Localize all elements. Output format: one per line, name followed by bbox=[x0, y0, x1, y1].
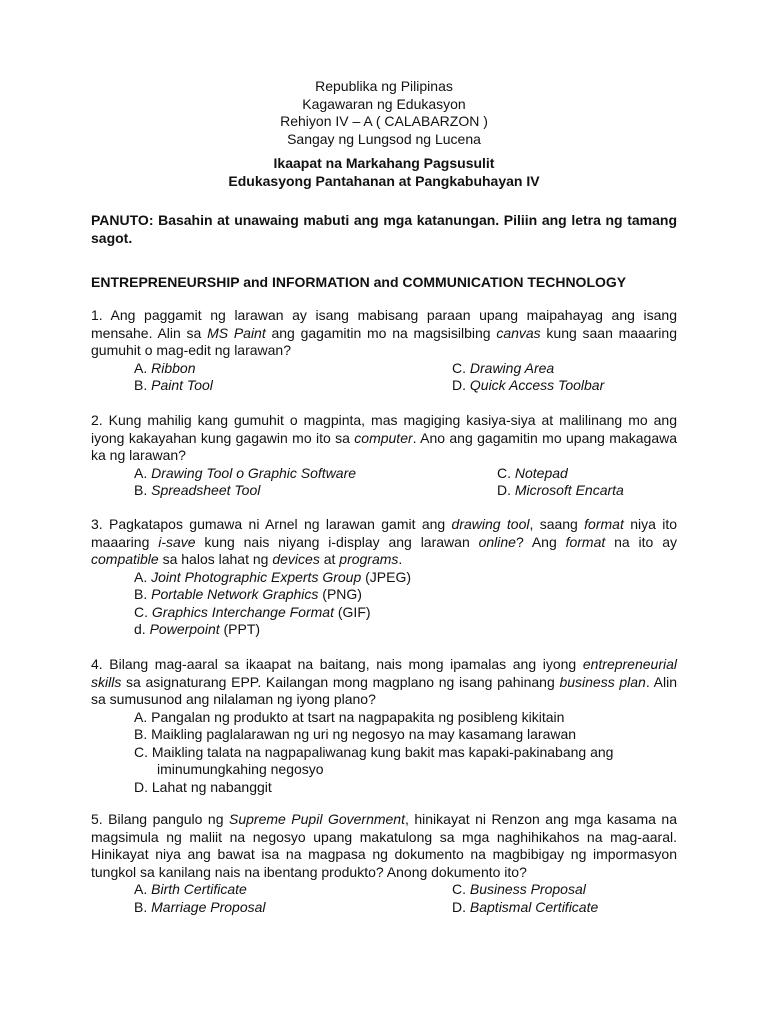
section-heading: ENTREPRENEURSHIP and INFORMATION and COMMUNICATION TECHNOLOGY bbox=[91, 274, 627, 290]
question-5 bbox=[91, 811, 677, 916]
option-c: C. Maikling talata na nagpapaliwanag kung bakit mas kapaki-pakinabang ang bbox=[134, 743, 614, 760]
option-d: D. Microsoft Encarta bbox=[497, 482, 624, 498]
option-a: A. Ribbon bbox=[134, 359, 196, 376]
question-2 bbox=[91, 412, 677, 500]
option-d: d. Powerpoint (PPT) bbox=[134, 621, 261, 637]
option-b: B. Marriage Proposal bbox=[134, 898, 266, 915]
question-4-options bbox=[91, 709, 677, 797]
question-1-text: 1. Ang paggamit ng larawan ay isang mabisang paraan upang maipahayag ang isang mensahe. Alin sa MS Paint ang gagamitin mo na magsisilbing canvas kung saan maaaring gumuhit o mag-edit ng larawan? bbox=[91, 307, 677, 358]
option-d: D. Quick Access Toolbar bbox=[452, 377, 605, 393]
option-c: C. Drawing Area bbox=[452, 359, 555, 376]
option-c: C. Graphics Interchange Format (GIF) bbox=[134, 603, 371, 620]
option-b: B. Paint Tool bbox=[134, 377, 213, 393]
option-a: A. Pangalan ng produkto at tsart na nagpapakita ng posibleng kikitain bbox=[134, 708, 565, 725]
instructions: PANUTO: Basahin at unawaing mabuti ang mga katanungan. Piliin ang letra ng tamang sagot. bbox=[91, 212, 677, 246]
exam-title-line1: Ikaapat na Markahang Pagsusulit bbox=[273, 155, 495, 171]
question-2-text: 2. Kung mahilig kang gumuhit o magpinta, mas magiging kasiya-siya at malilinang mo ang iyong kakayahan kung gagawin mo ito sa computer. Ano ang gagamitin mo upang makagawa ka ng larawan? bbox=[91, 412, 677, 463]
document-header bbox=[0, 78, 768, 148]
header-division: Sangay ng Lungsod ng Lucena bbox=[287, 130, 481, 147]
exam-title-line2: Edukasyong Pantahanan at Pangkabuhayan IV bbox=[228, 173, 540, 189]
option-b: B. Spreadsheet Tool bbox=[134, 482, 261, 498]
question-5-text: 5. Bilang pangulo ng Supreme Pupil Government, hinikayat ni Renzon ang mga kasama na magsimula ng maliit na negosyo upang makatulong sa mga naghihikahos na mag-aaral. Hinikayat niya ang bawat isa na magpasa ng dokumento na magbibigay ng impormasyon tungkol sa kanilang nais na ibentang produkto? Anong dokumento ito? bbox=[91, 811, 677, 880]
option-a: A. Drawing Tool o Graphic Software bbox=[134, 464, 357, 481]
option-b: B. Maikling paglalarawan ng uri ng negosyo na may kasamang larawan bbox=[134, 726, 577, 742]
option-c: C. Notepad bbox=[497, 464, 568, 481]
question-1 bbox=[91, 307, 677, 395]
option-c: C. Business Proposal bbox=[452, 881, 586, 897]
option-a: A. Birth Certificate bbox=[134, 881, 247, 897]
question-3 bbox=[91, 516, 677, 639]
question-4 bbox=[91, 656, 677, 796]
option-d: D. Lahat ng nabanggit bbox=[134, 778, 272, 795]
header-republic: Republika ng Pilipinas bbox=[315, 78, 453, 94]
question-2-options bbox=[91, 465, 677, 500]
exam-title bbox=[0, 154, 768, 190]
option-a: A. Joint Photographic Experts Group (JPEG) bbox=[134, 568, 412, 585]
question-3-options bbox=[91, 569, 677, 639]
header-department: Kagawaran ng Edukasyon bbox=[302, 95, 466, 112]
option-b: B. Portable Network Graphics (PNG) bbox=[134, 586, 362, 602]
question-3-text: 3. Pagkatapos gumawa ni Arnel ng larawan gamit ang drawing tool, saang format niya ito maaaring i-save kung nais niyang i-display ang larawan online? Ang format na ito ay compatible sa halos lahat ng devices at programs. bbox=[91, 516, 677, 567]
header-region: Rehiyon IV – A ( CALABARZON ) bbox=[280, 113, 488, 129]
option-c-continued: iminumungkahing negosyo bbox=[157, 761, 324, 777]
question-5-options bbox=[91, 881, 677, 916]
option-d: D. Baptismal Certificate bbox=[452, 898, 599, 915]
question-1-options bbox=[91, 360, 677, 395]
question-4-text: 4. Bilang mag-aaral sa ikaapat na baitang, nais mong ipamalas ang iyong entrepreneurial skills sa asignaturang EPP. Kailangan mong magplano ng isang pahinang business plan. Alin sa sumusunod ang nilalaman ng iyong plano? bbox=[91, 656, 677, 707]
